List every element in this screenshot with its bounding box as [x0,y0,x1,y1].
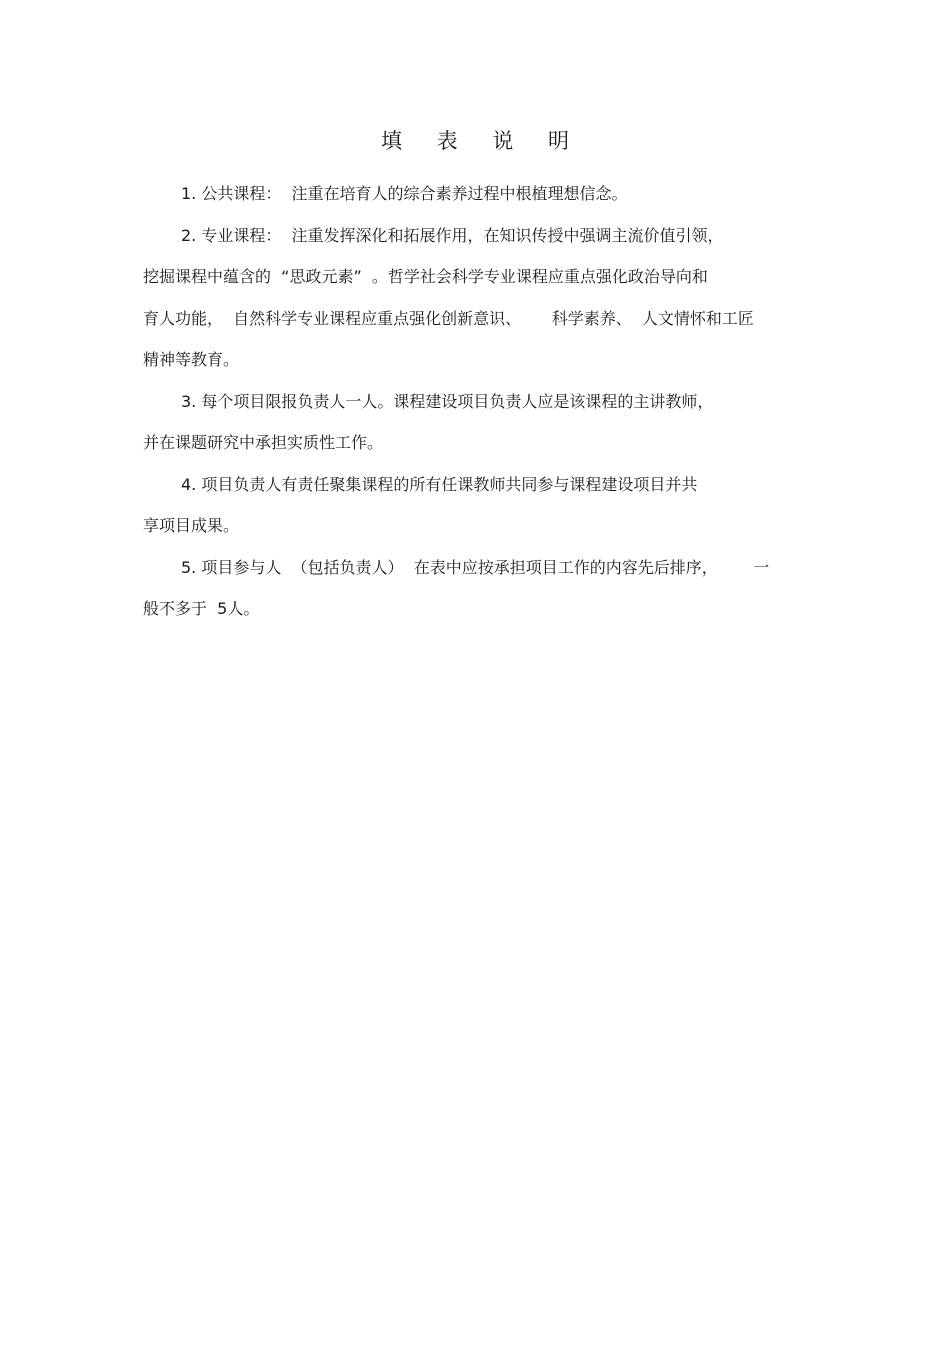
instruction-3-line-1: 3. 每个项目限报负责人一人。课程建设项目负责人应是该课程的主讲教师， [181,392,714,411]
instruction-4-line-2: 享项目成果。 [143,516,240,535]
instruction-3-line-2: 并在课题研究中承担实质性工作。 [143,433,384,452]
instruction-2-line-4: 精神等教育。 [143,350,240,369]
instruction-2-line-1: 2. 专业课程： 注重发挥深化和拓展作用，在知识传授中强调主流价值引领， [181,226,724,245]
instruction-4-line-1: 4. 项目负责人有责任聚集课程的所有任课教师共同参与课程建设项目并共 [181,475,698,494]
instruction-1-line-1: 1. 公共课程： 注重在培育人的综合素养过程中根植理想信念。 [181,184,628,203]
instruction-2-line-2: 挖掘课程中蕴含的 “思政元素” 。哲学社会科学专业课程应重点强化政治导向和 [143,267,708,286]
instruction-5-line-2: 般不多于 5人。 [143,599,260,618]
page-title: 填 表 说 明 [380,129,584,153]
instruction-2-line-3: 育人功能， 自然科学专业课程应重点强化创新意识、 科学素养、 人文情怀和工匠 [143,309,754,328]
instruction-5-line-1: 5. 项目参与人 （包括负责人） 在表中应按承担项目工作的内容先后排序， 一 [181,558,770,577]
